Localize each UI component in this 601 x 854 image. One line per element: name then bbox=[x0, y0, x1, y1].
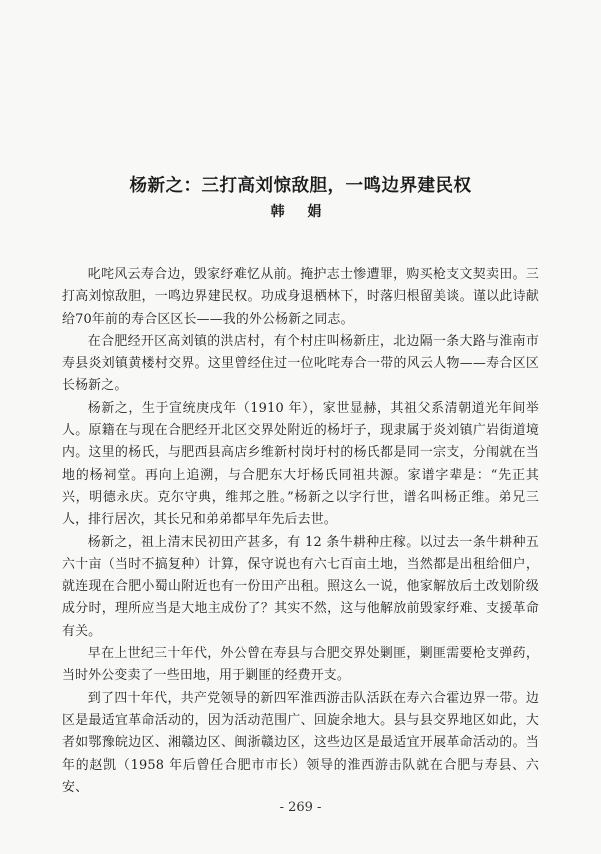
paragraph: 在合肥经开区高刘镇的洪店村，有个村庄叫杨新庄，北边隔一条大路与淮南市寿县炎刘镇黄楼村交界。这里曾经住过一位叱咤寿合一带的风云人物——寿合区区长杨新之。 bbox=[62, 333, 539, 394]
paragraph: 杨新之，生于宣统庚戌年（1910 年），家世显赫，其祖父系清朝道光年间举人。原籍在与现在合肥经开北区交界处附近的杨圩子，现隶属于炎刘镇广岩街道境内。这里的杨氏，与肥西县高店乡维新村岗圩村的杨氏都是同一宗支，分闱就在当地的杨祠堂。再向上追溯，与合肥东大圩杨氏同祖共源。家谱字辈是：“先正其兴，明德永庆。克尔守典，维邦之胜。”杨新之以字行世，谱名叫杨正维。弟兄三人，排行居次，其长兄和弟弟都早年先后去世。 bbox=[62, 400, 539, 528]
paragraph: 到了四十年代，共产党领导的新四军淮西游击队活跃在寿六合霍边界一带。边区是最适宜革命活动的，因为活动范围广、回旋余地大。县与县交界地区如此，大者如鄂豫皖边区、湘赣边区、闽浙赣边区，这些边区是最适宜开展革命活动的。当年的赵凯（1958 年后曾任合肥市市长）领导的淮西游击队就在合肥与寿县、六安、 bbox=[62, 690, 539, 795]
page-number: - 269 - bbox=[279, 800, 322, 815]
paragraph: 叱咤风云寿合边，毁家纾难忆从前。掩护志士惨遭罪，购买枪支文契卖田。三打高刘惊敌胆，一鸣边界建民权。功成身退栖林下，时落归根留美谈。谨以此诗献给70年前的寿合区区长——我的外公杨新之同志。 bbox=[62, 267, 539, 327]
article-title: 杨新之：三打高刘惊敌胆，一鸣边界建民权 bbox=[129, 176, 472, 196]
paragraph: 杨新之，祖上清末民初田产甚多，有 12 条牛耕种庄稼。以过去一条牛耕种五六十亩（当时不搞复种）计算，保守说也有六七百亩土地，当然都是出租给佃户，就连现在合肥小蜀山附近也有一份田产出租。照这么一说，他家解放后土改划阶级成分时，理所应当是大地主成份了？其实不然，这与他解放前毁家纾难、支援革命有关。 bbox=[62, 534, 539, 639]
author-name: 韩 娟 bbox=[270, 204, 331, 220]
article-body bbox=[62, 264, 539, 799]
paragraph: 早在上世纪三十年代，外公曾在寿县与合肥交界处剿匪，剿匪需要枪支弹药，当时外公变卖了一些田地，用于剿匪的经费开支。 bbox=[62, 646, 539, 684]
